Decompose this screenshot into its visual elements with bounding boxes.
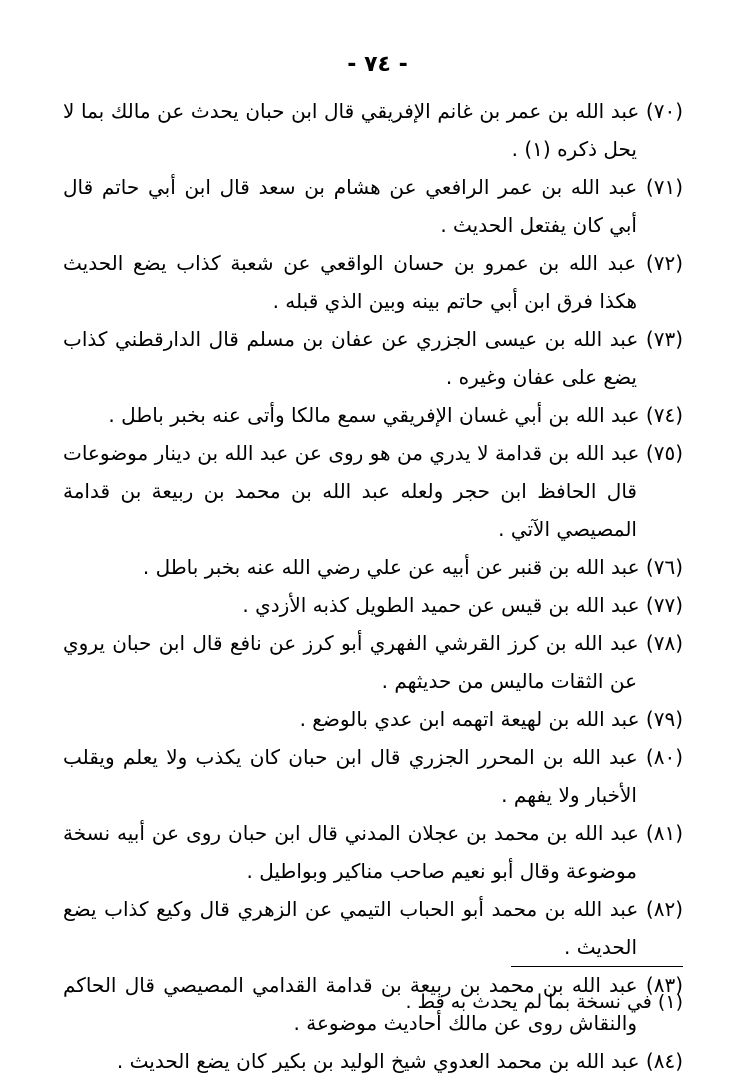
entry-text: عبد الله بن قيس عن حميد الطويل كذبه الأزدي . <box>242 593 640 617</box>
list-item <box>63 624 683 700</box>
entry-number: (٧٦) <box>645 555 683 579</box>
entry-text: عبد الله بن أبي غسان الإفريقي سمع مالكا وأتى عنه بخبر باطل . <box>108 403 640 427</box>
entry-text: عبد الله بن عمر الرافعي عن هشام بن سعد قال ابن أبي حاتم قال أبي كان يفتعل الحديث . <box>63 175 638 237</box>
entry-text: عبد الله بن قدامة لا يدري من هو روى عن عبد الله بن دينار موضوعات قال الحافظ ابن حجر ولعله عبد الله بن محمد بن ربيعة بن قدامة المصيصي الآتي . <box>63 441 640 541</box>
entry-text: عبد الله بن لهيعة اتهمه ابن عدي بالوضع . <box>299 707 640 731</box>
list-item <box>63 586 683 624</box>
list-item <box>63 548 683 586</box>
entry-text: عبد الله بن عيسى الجزري عن عفان بن مسلم قال الدارقطني كذاب يضع على عفان وغيره . <box>63 327 639 389</box>
list-item <box>63 738 683 814</box>
entry-number: (٨٠) <box>645 745 684 769</box>
entry-number: (٨٣) <box>645 973 684 997</box>
list-item <box>63 814 683 890</box>
list-item <box>63 92 683 168</box>
entry-number: (٧٥) <box>645 441 684 465</box>
list-item <box>63 244 683 320</box>
entry-number: (٧٢) <box>645 251 683 275</box>
list-item <box>63 434 683 548</box>
entry-number: (٧٠) <box>645 99 684 123</box>
entries-list <box>63 92 683 1080</box>
footnote: (١) في نسخة بما لم يحدث به قط . <box>405 991 683 1013</box>
footnote-divider <box>511 966 683 967</box>
entry-text: عبد الله بن قنبر عن أبيه عن علي رضي الله عنه بخبر باطل . <box>142 555 640 579</box>
entry-text: عبد الله بن المحرر الجزري قال ابن حبان كان يكذب ولا يعلم ويقلب الأخبار ولا يفهم . <box>63 745 638 807</box>
entry-text: عبد الله بن كرز القرشي الفهري أبو كرز عن نافع قال ابن حبان يروي عن الثقات ماليس من حديثهم . <box>63 631 639 693</box>
list-item <box>63 1042 683 1080</box>
entry-text: عبد الله بن عمرو بن حسان الواقعي عن شعبة كذاب يضع الحديث هكذا فرق ابن أبي حاتم بينه وبين الذي قبله . <box>63 251 637 313</box>
entry-text: عبد الله بن محمد العدوي شيخ الوليد بن بكير كان يضع الحديث . <box>116 1049 640 1073</box>
entry-number: (٧١) <box>645 175 683 199</box>
entry-number: (٧٩) <box>645 707 683 731</box>
entry-number: (٧٨) <box>645 631 684 655</box>
list-item <box>63 320 683 396</box>
entry-number: (٧٤) <box>645 403 683 427</box>
entry-number: (٧٣) <box>645 327 684 351</box>
entry-text: عبد الله بن محمد بن ربيعة بن قدامة القدامي المصيصي قال الحاكم والنقاش روى عن مالك أحاديث موضوعة . <box>63 973 638 1035</box>
entry-number: (٨٢) <box>645 897 684 921</box>
list-item <box>63 396 683 434</box>
list-item <box>63 168 683 244</box>
entry-text: عبد الله بن محمد بن عجلان المدني قال ابن حبان روى عن أبيه نسخة موضوعة وقال أبو نعيم صاحب مناكير وبواطيل . <box>63 821 639 883</box>
list-item <box>63 890 683 966</box>
entry-text: عبد الله بن عمر بن غانم الإفريقي قال ابن حبان يحدث عن مالك بما لا يحل ذكره (١) . <box>63 99 640 161</box>
entry-number: (٨٤) <box>645 1049 683 1073</box>
entry-number: (٧٧) <box>645 593 683 617</box>
list-item <box>63 700 683 738</box>
entry-text: عبد الله بن محمد أبو الحباب التيمي عن الزهري قال وكيع كذاب يضع الحديث . <box>63 897 639 959</box>
entry-number: (٨١) <box>645 821 683 845</box>
page-number: - ٧٤ - <box>347 52 408 77</box>
